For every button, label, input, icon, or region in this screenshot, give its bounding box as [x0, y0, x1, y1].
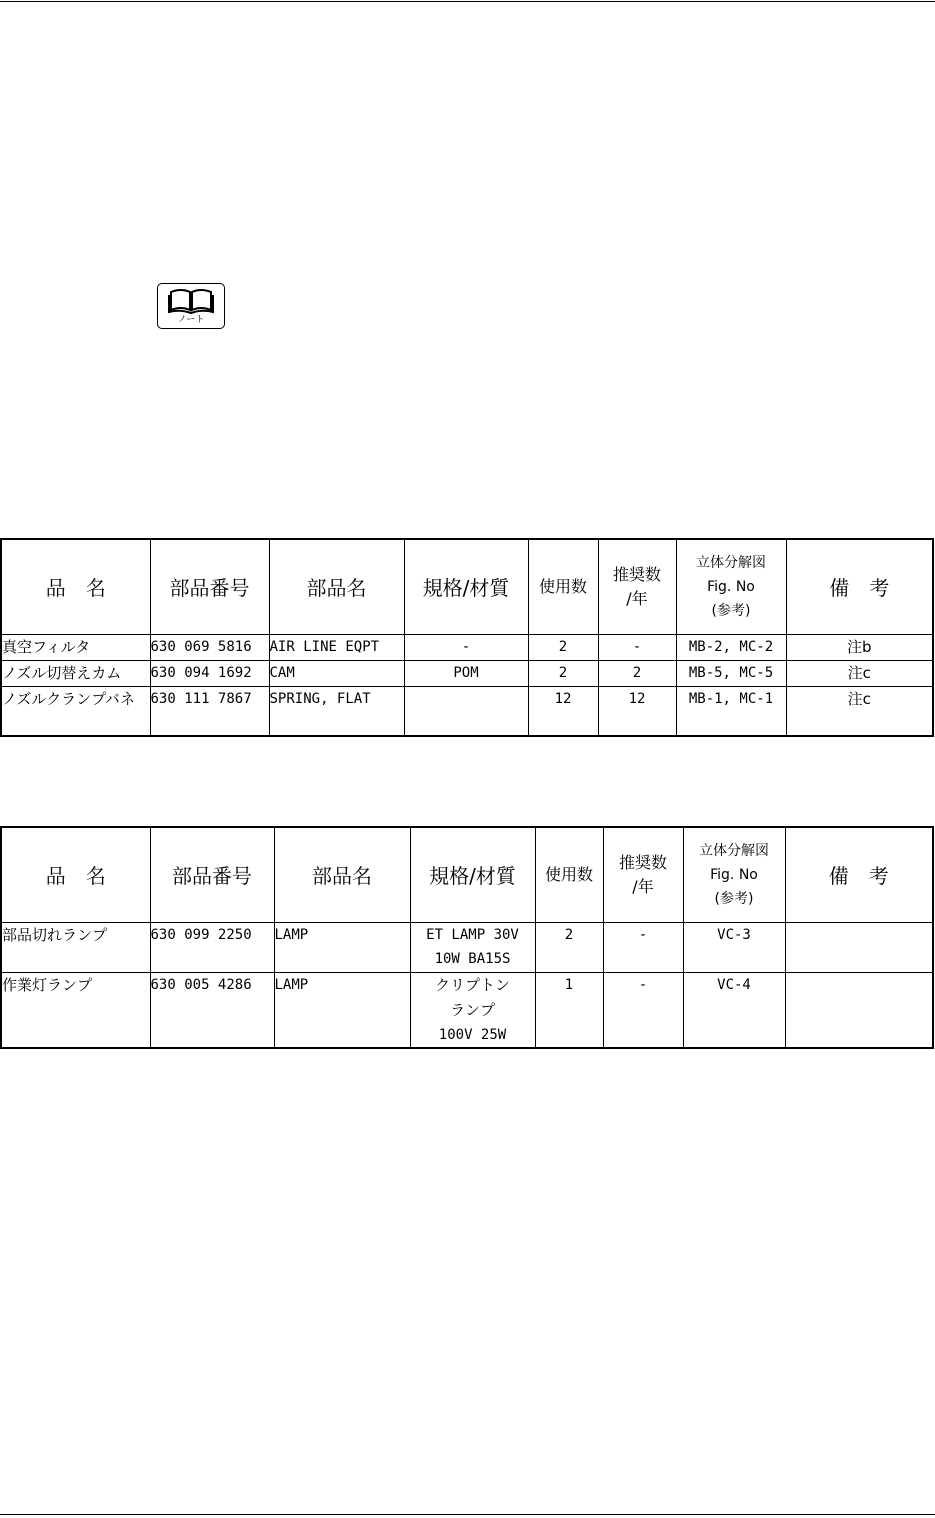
cell-qty: 12: [528, 686, 598, 736]
cell-note: 注b: [786, 634, 933, 660]
cell-fig: MB-2, MC-2: [676, 634, 786, 660]
header-spec: 規格/材質: [410, 827, 535, 922]
header-exploded-view: 立体分解図 Fig. No (参考): [676, 539, 786, 634]
note-badge: [157, 283, 225, 329]
table-header-row: [1, 827, 933, 922]
parts-table-1: [0, 538, 934, 737]
header-item-name: 品 名: [1, 827, 150, 922]
table-row: [1, 686, 933, 736]
cell-part-no: 630 111 7867: [150, 686, 269, 736]
cell-note: 注c: [786, 660, 933, 686]
top-rule: [0, 1, 935, 2]
cell-part-name: CAM: [269, 660, 404, 686]
cell-part-no: 630 094 1692: [150, 660, 269, 686]
header-part-name: 部品名: [269, 539, 404, 634]
note-label: ノート: [177, 315, 205, 325]
header-recommended: 推奨数 /年: [603, 827, 683, 922]
cell-spec: [404, 686, 528, 736]
cell-qty: 2: [535, 922, 603, 972]
cell-name: ノズルクランプバネ: [1, 686, 150, 736]
cell-part-name: LAMP: [274, 972, 410, 1048]
header-remarks: 備 考: [785, 827, 933, 922]
table-header-row: [1, 539, 933, 634]
book-icon: [167, 288, 215, 314]
bottom-rule: [0, 1514, 935, 1515]
cell-spec: -: [404, 634, 528, 660]
cell-spec: POM: [404, 660, 528, 686]
cell-qty: 2: [528, 660, 598, 686]
cell-part-name: LAMP: [274, 922, 410, 972]
parts-table-2: [0, 826, 934, 1049]
header-spec: 規格/材質: [404, 539, 528, 634]
cell-name: 部品切れランプ: [1, 922, 150, 972]
cell-name: ノズル切替えカム: [1, 660, 150, 686]
cell-qty: 1: [535, 972, 603, 1048]
cell-rec: 2: [598, 660, 676, 686]
header-item-name: 品 名: [1, 539, 150, 634]
cell-note: [785, 972, 933, 1048]
cell-spec: ET LAMP 30V 10W BA15S: [410, 922, 535, 972]
header-part-name: 部品名: [274, 827, 410, 922]
header-qty: 使用数: [535, 827, 603, 922]
cell-name: 作業灯ランプ: [1, 972, 150, 1048]
cell-part-no: 630 005 4286: [150, 972, 274, 1048]
cell-part-name: AIR LINE EQPT: [269, 634, 404, 660]
cell-rec: 12: [598, 686, 676, 736]
table-row: [1, 634, 933, 660]
table-row: [1, 660, 933, 686]
cell-fig: VC-3: [683, 922, 785, 972]
cell-part-name: SPRING, FLAT: [269, 686, 404, 736]
header-remarks: 備 考: [786, 539, 933, 634]
cell-qty: 2: [528, 634, 598, 660]
cell-fig: MB-5, MC-5: [676, 660, 786, 686]
header-qty: 使用数: [528, 539, 598, 634]
cell-note: 注c: [786, 686, 933, 736]
cell-note: [785, 922, 933, 972]
cell-name: 真空フィルタ: [1, 634, 150, 660]
cell-rec: -: [603, 922, 683, 972]
cell-fig: VC-4: [683, 972, 785, 1048]
table-row: [1, 972, 933, 1048]
cell-fig: MB-1, MC-1: [676, 686, 786, 736]
header-exploded-view: 立体分解図 Fig. No (参考): [683, 827, 785, 922]
header-part-number: 部品番号: [150, 539, 269, 634]
cell-rec: -: [603, 972, 683, 1048]
header-part-number: 部品番号: [150, 827, 274, 922]
cell-spec: クリプトン ランプ 100V 25W: [410, 972, 535, 1048]
cell-part-no: 630 069 5816: [150, 634, 269, 660]
header-recommended: 推奨数 /年: [598, 539, 676, 634]
table-row: [1, 922, 933, 972]
cell-part-no: 630 099 2250: [150, 922, 274, 972]
cell-rec: -: [598, 634, 676, 660]
